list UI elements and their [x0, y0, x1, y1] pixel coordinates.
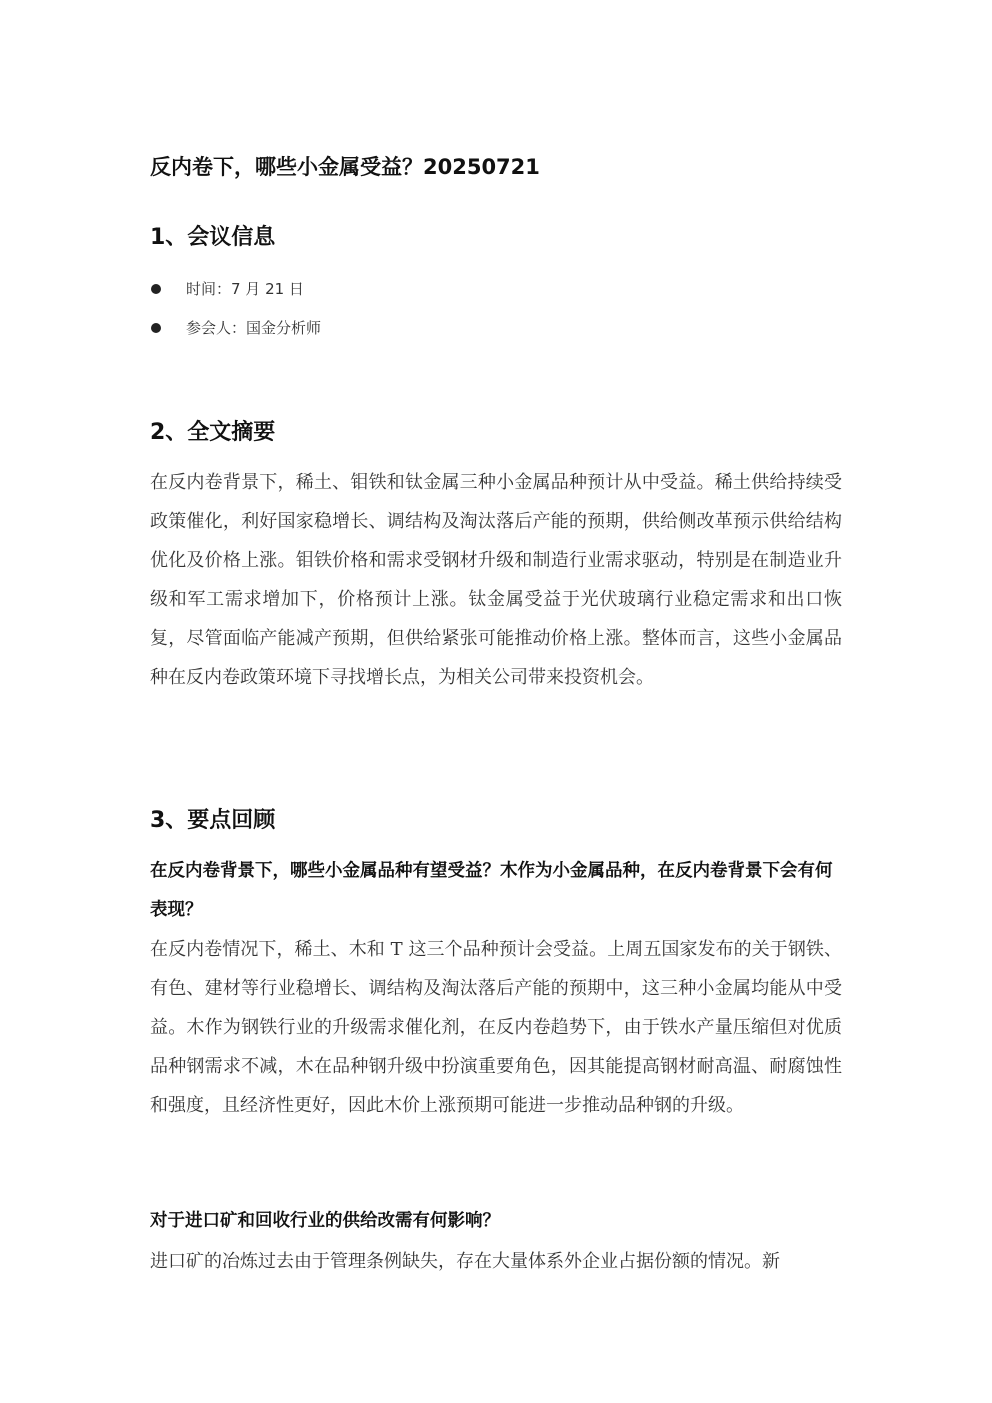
section-heading-key-points: 3、要点回顾	[150, 808, 276, 833]
answer-2: 进口矿的冶炼过去由于管理条例缺失，存在大量体系外企业占据份额的情况。新	[150, 1251, 780, 1272]
summary-paragraph: 在反内卷背景下，稀土、钼铁和钛金属三种小金属品种预计从中受益。稀土供给持续受政策催化，利好国家稳增长、调结构及淘汰落后产能的预期，供给侧改革预示供给结构优化及价格上涨。钼铁价格和需求受钢材升级和制造行业需求驱动，特别是在制造业升级和军工需求增加下，价格预计上涨。钛金属受益于光伏玻璃行业稳定需求和出口恢复，尽管面临产能减产预期，但供给紧张可能推动价格上涨。整体而言，这些小金属品种在反内卷政策环境下寻找增长点，为相关公司带来投资机会。	[150, 472, 842, 688]
document-title: 反内卷下，哪些小金属受益？20250721	[150, 155, 540, 179]
bullet-text: 时间：7 月 21 日	[186, 280, 304, 298]
bullet-dot-icon	[151, 323, 161, 333]
bullet-text: 参会人：国金分析师	[186, 319, 322, 337]
bullet-dot-icon	[151, 284, 161, 294]
question-2: 对于进口矿和回收行业的供给改需有何影响？	[150, 1211, 500, 1231]
section-heading-meeting-info: 1、会议信息	[150, 225, 276, 250]
question-1: 在反内卷背景下，哪些小金属品种有望受益？木作为小金属品种，在反内卷背景下会有何表现？	[150, 861, 833, 920]
section-heading-summary: 2、全文摘要	[150, 420, 276, 445]
answer-1: 在反内卷情况下，稀土、木和 T 这三个品种预计会受益。上周五国家发布的关于钢铁、有色、建材等行业稳增长、调结构及淘汰落后产能的预期中，这三种小金属均能从中受益。木作为钢铁行业的升级需求催化剂，在反内卷趋势下，由于铁水产量压缩但对优质品种钢需求不减，木在品种钢升级中扮演重要角色，因其能提高钢材耐高温、耐腐蚀性和强度，且经济性更好，因此木价上涨预期可能进一步推动品种钢的升级。	[150, 939, 842, 1116]
